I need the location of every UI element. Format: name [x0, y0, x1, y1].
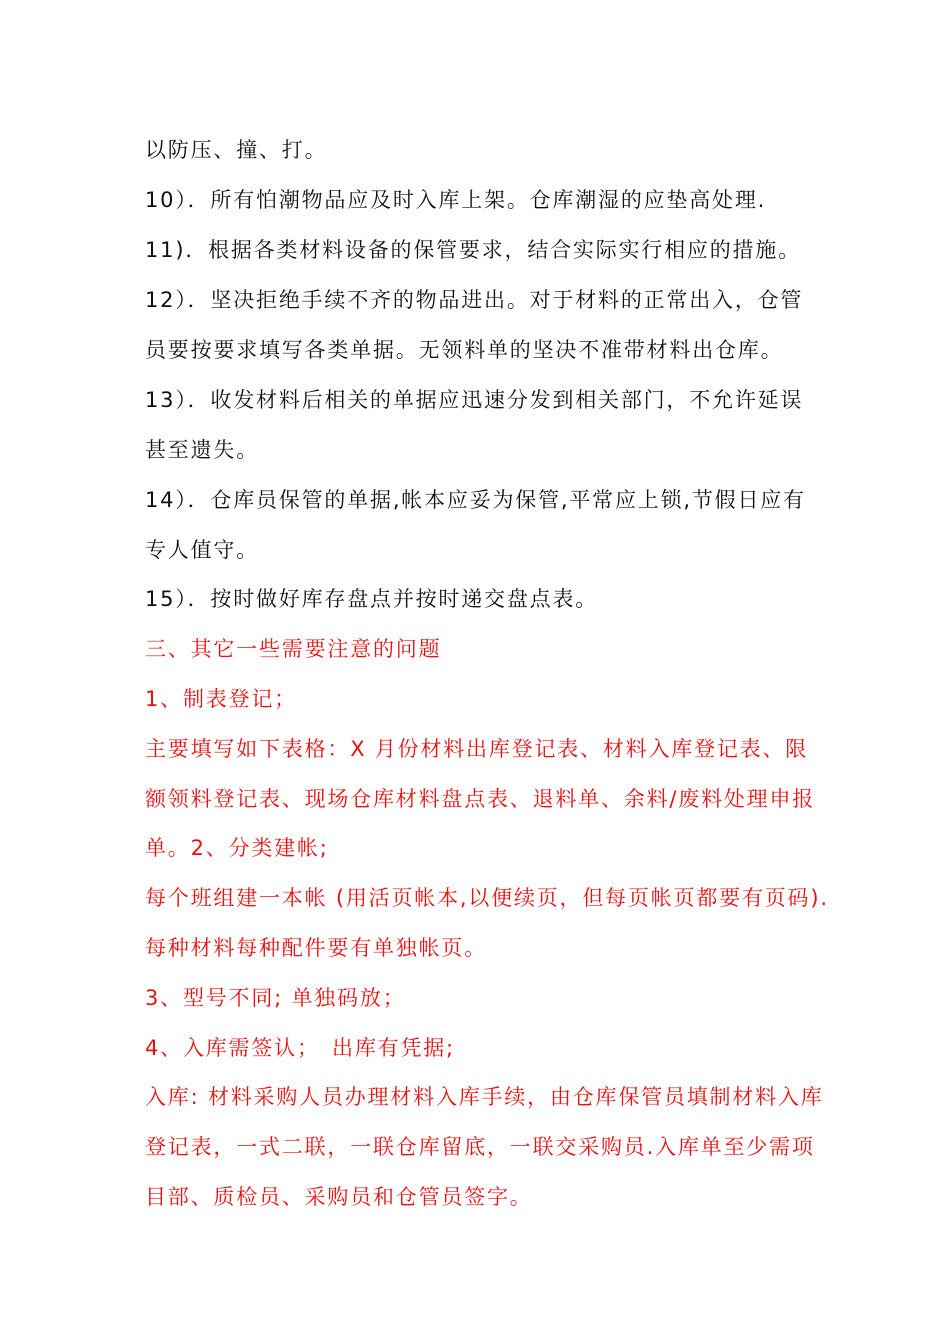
- text-line: 专人值守。: [145, 538, 259, 562]
- text-line: 13）．收发材料后相关的单据应迅速分发到相关部门，不允许延误: [145, 388, 804, 412]
- text-line: 每个班组建一本帐 (用活页帐本,以便续页，但每页帐页都要有页码).: [145, 886, 829, 910]
- text-line: 每种材料每种配件要有单独帐页。: [145, 936, 487, 960]
- subheading: 1、制表登记；: [145, 687, 297, 711]
- subheading: 4、入库需签认； 出库有凭据;: [145, 1036, 455, 1060]
- subheading: 3、型号不同; 单独码放；: [145, 986, 406, 1010]
- text-line: 员要按要求填写各类单据。无领料单的坚决不准带材料出仓库。: [145, 338, 784, 362]
- text-line: 登记表，一式二联，一联仓库留底，一联交采购员.入库单至少需项: [145, 1135, 815, 1159]
- text-line: 额领料登记表、现场仓库材料盘点表、退料单、余料/废料处理申报: [145, 787, 816, 811]
- text-line: 甚至遗失。: [145, 438, 259, 462]
- text-line: 15）．按时做好库存盘点并按时递交盘点表。: [145, 587, 599, 611]
- text-line: 以防压、撞、打。: [145, 138, 328, 162]
- text-line: 11)．根据各类材料设备的保管要求，结合实际实行相应的措施。: [145, 238, 801, 262]
- text-line: 14）．仓库员保管的单据,帐本应妥为保管,平常应上锁,节假日应有: [145, 488, 806, 512]
- text-line: 入库: 材料采购人员办理材料入库手续，由仓库保管员填制材料入库: [145, 1085, 824, 1109]
- text-line: 单。2、分类建帐;: [145, 836, 329, 860]
- text-line: 目部、质检员、采购员和仓管员签字。: [145, 1185, 533, 1209]
- text-line: 10）．所有怕潮物品应及时入库上架。仓库潮湿的应垫高处理.: [145, 188, 767, 212]
- section-heading: 三、其它一些需要注意的问题: [145, 637, 442, 661]
- text-line: 12）．坚决拒绝手续不齐的物品进出。对于材料的正常出入，仓管: [145, 288, 804, 312]
- text-line: 主要填写如下表格：X 月份材料出库登记表、材料入库登记表、限: [145, 737, 809, 761]
